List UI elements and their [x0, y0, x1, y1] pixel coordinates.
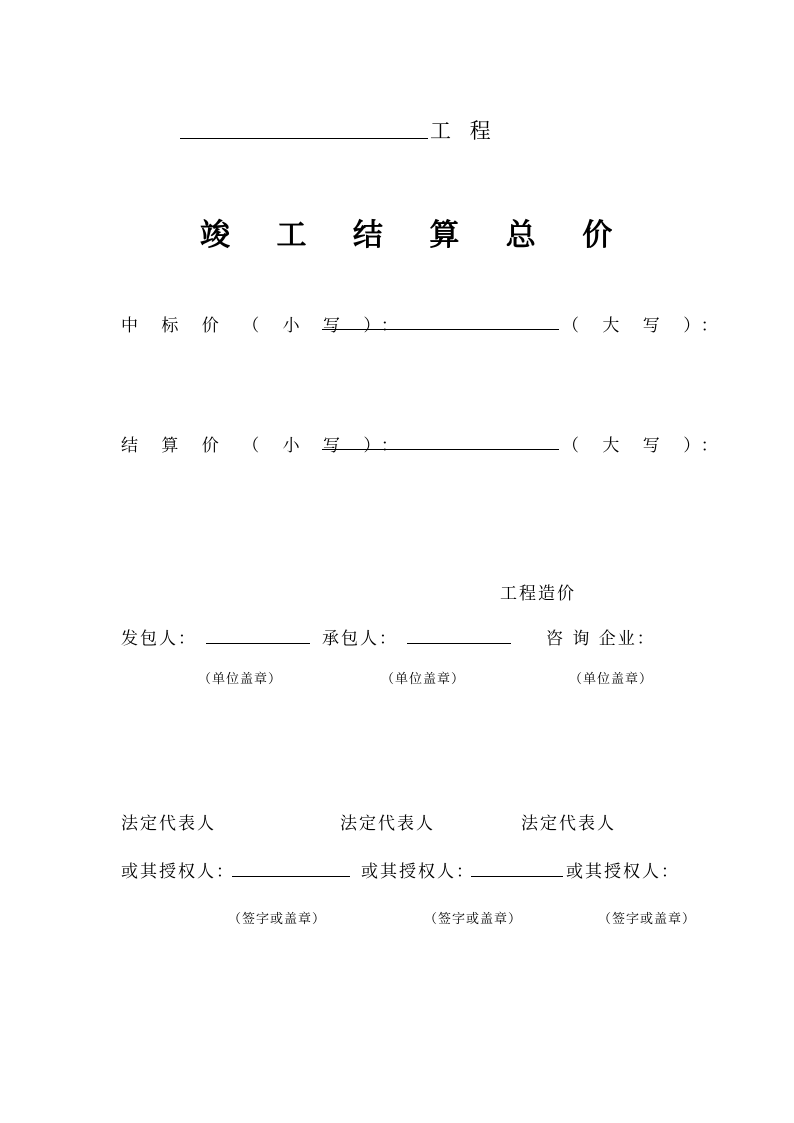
employer-authorized-label: 或其授权人：: [121, 862, 235, 882]
contractor-label: 承包人：: [322, 629, 398, 649]
contractor-field[interactable]: [407, 643, 511, 644]
employer-seal-note: （单位盖章）: [198, 672, 283, 687]
consultant-sign-note: （签字或盖章）: [598, 912, 697, 927]
consultant-legal-rep-label: 法定代表人: [521, 814, 616, 834]
employer-authorized-field[interactable]: [232, 876, 350, 877]
employer-legal-rep-label: 法定代表人: [121, 814, 216, 834]
settle-price-uppercase-label: （ 大 写 ）：: [562, 436, 727, 456]
bid-price-uppercase-label: （ 大 写 ）：: [562, 316, 727, 336]
settle-price-field[interactable]: [322, 449, 559, 450]
consultant-label: 咨 询 企业：: [546, 629, 656, 649]
bid-price-field[interactable]: [322, 329, 559, 330]
document-title: 竣 工 结 算 总 价: [200, 218, 631, 253]
project-name-line[interactable]: [180, 138, 428, 139]
consult-prefix-label: 工程造价: [500, 584, 576, 604]
employer-field[interactable]: [206, 643, 310, 644]
contractor-sign-note: （签字或盖章）: [424, 912, 523, 927]
project-suffix: 工 程: [430, 119, 497, 143]
consultant-authorized-label: 或其授权人：: [566, 862, 680, 882]
contractor-authorized-label: 或其授权人：: [361, 862, 475, 882]
employer-sign-note: （签字或盖章）: [228, 912, 327, 927]
contractor-authorized-field[interactable]: [471, 876, 563, 877]
contractor-seal-note: （单位盖章）: [381, 672, 466, 687]
employer-label: 发包人：: [121, 629, 197, 649]
bid-price-label: 中 标 价 （ 小 写 ）：: [121, 316, 407, 336]
contractor-legal-rep-label: 法定代表人: [340, 814, 435, 834]
consultant-seal-note: （单位盖章）: [569, 672, 654, 687]
settle-price-label: 结 算 价 （ 小 写 ）：: [121, 436, 407, 456]
